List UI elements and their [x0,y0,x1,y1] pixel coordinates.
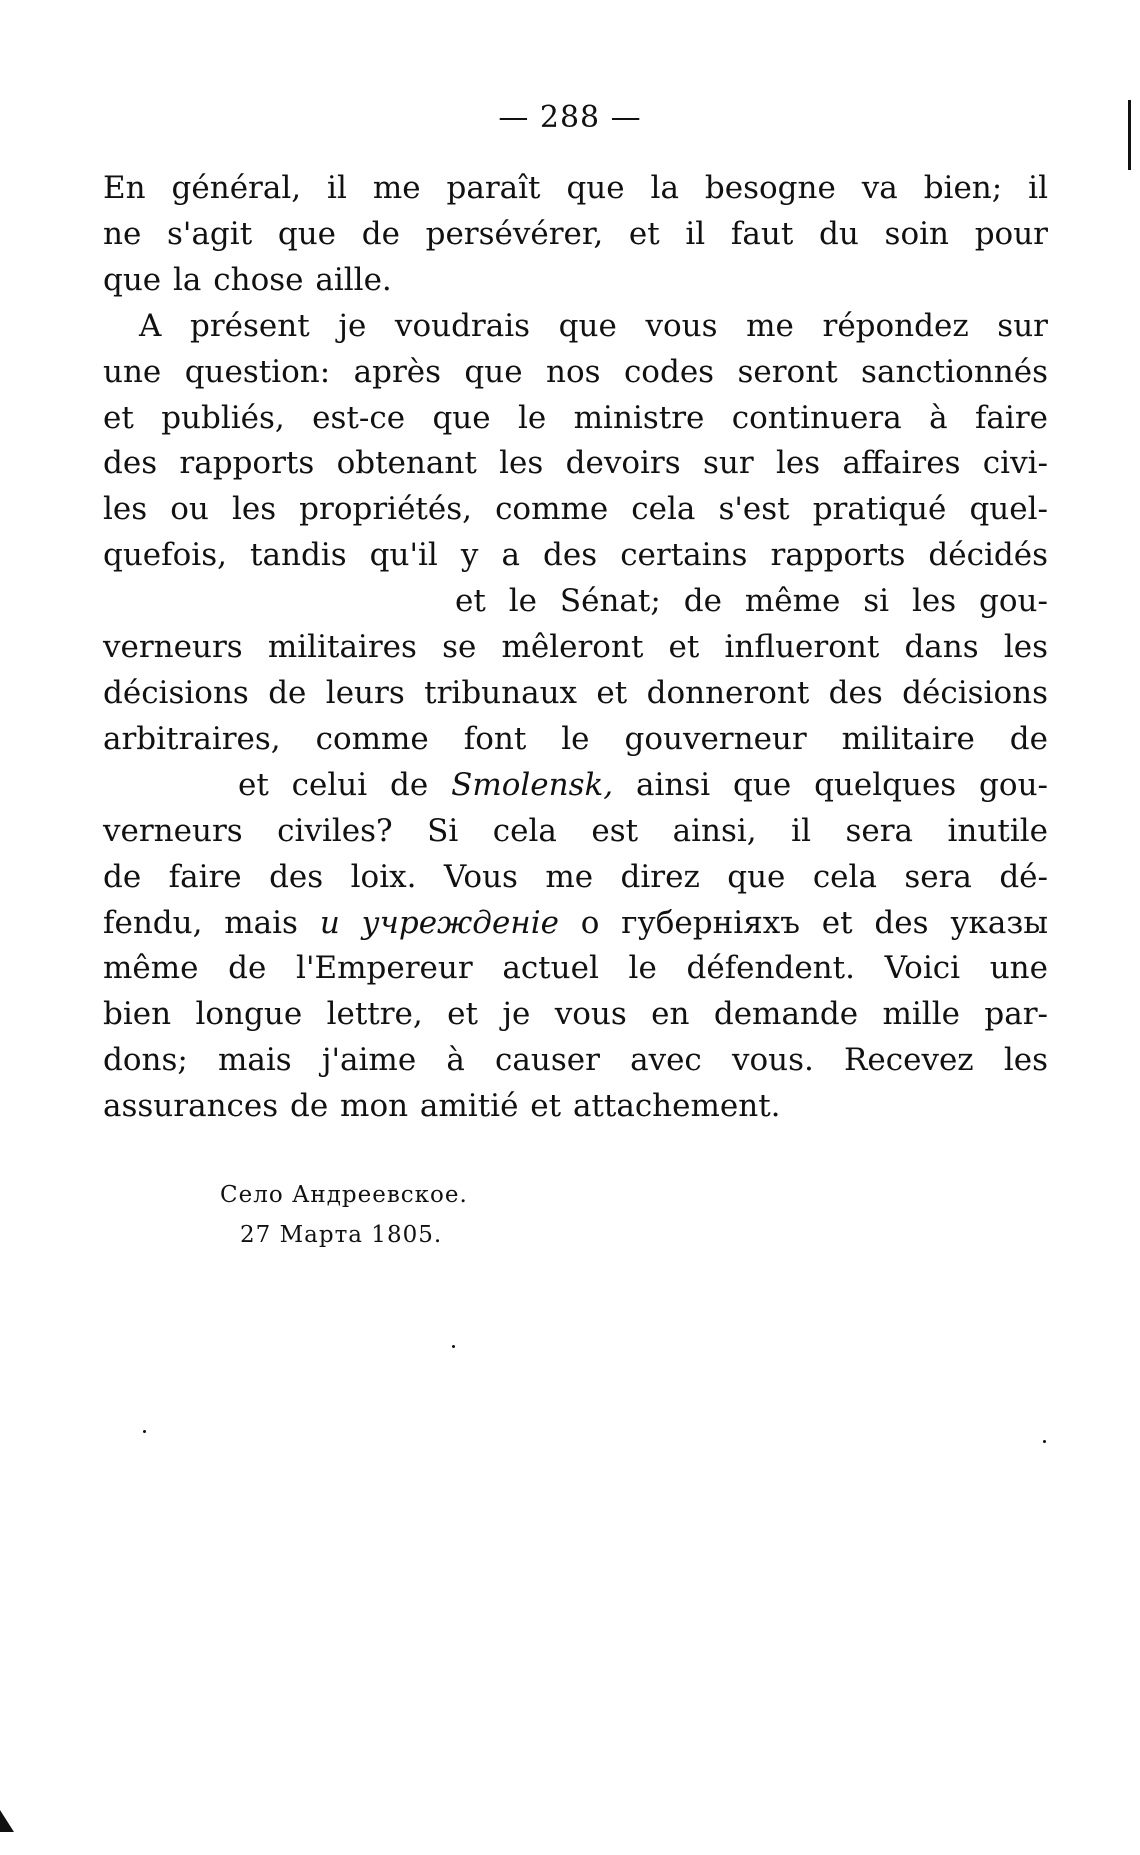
scan-speck [1043,1440,1046,1443]
text-line: quefois, tandis qu'il y a des certains rapports décidés [103,537,1048,574]
city-name-italic: Smolensk, [451,766,614,803]
scan-edge-mark [1128,100,1131,170]
signature-block [220,1175,468,1255]
russian-phrase-italic: и учрежденіе [319,904,559,941]
text-line: une question: après que nos codes seront sanctionnés [103,353,1048,390]
text-segment: ainsi que quelques gou- [636,766,1049,803]
text-line: de faire des loix. Vous me direz que cela sera dé- [103,858,1048,895]
text-segment: о губерніяхъ et des указы [580,904,1048,941]
page-number: — 288 — [498,100,642,135]
text-line: décisions de leurs tribunaux et donneront des décisions [103,674,1048,711]
signature-date: 27 Марта 1805. [240,1222,443,1248]
text-line: des rapports obtenant les devoirs sur les affaires civi- [103,445,1048,482]
text-line: que la chose aille. [103,261,392,298]
text-line: même de l'Empereur actuel le défendent. Voici une [103,950,1048,987]
text-line [103,901,1048,947]
scan-speck [452,1345,455,1348]
text-line: et le Sénat; de même si les gou- [455,583,1048,620]
text-line: assurances de mon amitié et attachement. [103,1088,781,1125]
text-line: A présent je voudrais que vous me répondez sur [139,307,1048,344]
signature-place: Село Андреевское. [220,1182,468,1208]
text-line: dons; mais j'aime à causer avec vous. Recevez les [103,1042,1048,1079]
text-line: et publiés, est-ce que le ministre continuera à faire [103,399,1048,436]
text-segment: fendu, mais [103,904,298,941]
text-line: les ou les propriétés, comme cela s'est pratiqué quel- [103,491,1048,528]
letter-body [103,166,1048,1130]
text-segment: et celui de [238,766,429,803]
text-line: verneurs civiles? Si cela est ainsi, il sera inutile [103,812,1048,849]
text-line: verneurs militaires se mêleront et influeront dans les [103,629,1048,666]
scan-speck [143,1430,146,1433]
text-line: arbitraires, comme font le gouverneur militaire de [103,720,1048,757]
text-line [103,763,1048,809]
text-line: En général, il me paraît que la besogne va bien; il [103,170,1048,206]
text-line: bien longue lettre, et je vous en demande mille par- [103,996,1048,1033]
scan-corner-mark [0,1810,14,1832]
text-line: ne s'agit que de persévérer, et il faut du soin pour [103,215,1048,252]
